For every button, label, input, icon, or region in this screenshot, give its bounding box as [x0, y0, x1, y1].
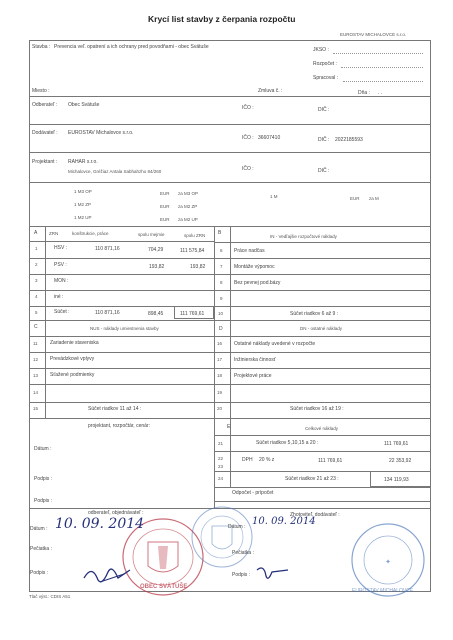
- objednavatel-signature-icon: [80, 560, 140, 588]
- row-13-number: 13: [33, 373, 39, 378]
- section-d-title: DN - ostatné náklady: [300, 326, 343, 331]
- unit-row-1-c: za M3 OP: [178, 191, 199, 196]
- section-a-col-2: konštrukcie, práce: [72, 231, 109, 236]
- unit-row-3-a: 1 M2 UP: [74, 215, 92, 220]
- zmluva-label: Zmluva č. :: [258, 88, 283, 94]
- unit-row-1-b: EUR: [160, 191, 170, 196]
- dodavatel-dic: 2022185593: [335, 137, 363, 143]
- projekt-block-title: projektant, rozpočtár, cenár:: [88, 423, 150, 429]
- section-b-letter: B: [218, 230, 222, 236]
- row-18-label: Projektové práce: [234, 373, 272, 379]
- dodavatel-label: Dodávateľ :: [32, 130, 58, 136]
- row-11-number: 11: [33, 341, 38, 346]
- row-22-value: 22 353,92: [389, 458, 412, 464]
- row-20-label: Súčet riadkov 16 až 19 :: [290, 406, 344, 412]
- projekt-podpis2-label: Podpis :: [34, 498, 53, 504]
- row-2-value-2: 193,82: [149, 264, 165, 270]
- odberatel-label: Odberateľ :: [32, 102, 58, 108]
- row-5-value-1: 110 871,16: [95, 310, 120, 316]
- projektant-label: Projektant :: [32, 159, 58, 165]
- row-22-base: 111 769,61: [318, 458, 343, 464]
- projekt-podpis-label: Podpis :: [34, 476, 53, 482]
- coat-of-arms-stamp-icon: [186, 504, 258, 570]
- row-4-label: iné :: [54, 294, 64, 300]
- row-15-number: 15: [33, 406, 39, 411]
- row-1-label: HSV :: [54, 245, 68, 251]
- row-21-number: 21: [218, 441, 224, 446]
- row-15-label: Súčet riadkov 11 až 14 :: [88, 406, 142, 412]
- dna-value: . .: [378, 90, 383, 96]
- row-22-label: DPH: [242, 457, 253, 463]
- row-17-number: 17: [217, 357, 223, 362]
- jkso-label: JKSO :: [313, 47, 329, 53]
- datum-right-handwritten: 10. 09. 2014: [252, 516, 316, 527]
- row-24-label: Súčet riadkov 21 až 23 :: [285, 476, 339, 482]
- obec-stamp-text: OBEC SVÄTUŠE: [140, 584, 188, 590]
- unit-row-2-b: EUR: [160, 204, 170, 209]
- section-a-col-1: ZRN: [49, 231, 59, 236]
- row-1-value-2: 704,29: [148, 247, 164, 253]
- projektant-address: Michalovce, Gréžiaz Antala Sabhahzho 84/260: [68, 169, 162, 174]
- objednavatel-title: odberateľ, objednávateľ :: [88, 510, 144, 516]
- unit-row-2-c: za M2 ZP: [178, 204, 198, 209]
- row-24-number: 24: [218, 476, 224, 481]
- unit-tm: 1 M: [270, 194, 278, 199]
- datum-left-handwritten: 10. 09. 2014: [55, 516, 145, 532]
- row-5-label: Súčet :: [54, 309, 70, 315]
- section-e-letter: E: [227, 424, 231, 430]
- row-7-number: 7: [220, 264, 223, 269]
- unit-row-2-a: 1 M2 ZP: [74, 202, 92, 207]
- company-name: EUROSTAV MICHALOVCE s.r.o.: [340, 32, 407, 37]
- unit-row-3-c: za M2 UP: [178, 217, 198, 222]
- row-2-value-3: 193,82: [190, 264, 206, 270]
- zhotovitel-title: Zhotoviteľ, dodávateľ :: [290, 512, 340, 518]
- section-a-letter: A: [34, 230, 38, 236]
- row-11-label: Zariadenie staveniska: [50, 340, 99, 346]
- row-3-label: MON :: [54, 278, 69, 284]
- dodavatel-ico: 36607410: [258, 135, 281, 141]
- jkso-line: [333, 53, 423, 54]
- row-16-label: Ostatné náklady uvedené v rozpočte: [234, 341, 316, 347]
- projektant-dic-label: DIČ :: [318, 168, 330, 174]
- odpocet-label: Odpočet - prípočet: [232, 490, 274, 496]
- row-23-number: 23: [218, 464, 224, 469]
- row-18-number: 18: [217, 373, 223, 378]
- row-8-label: Bez pevnej pod.bázy: [234, 280, 281, 286]
- rozpocet-line: [341, 67, 423, 68]
- section-a-col-4: spolu ZRN: [184, 233, 206, 238]
- row-8-number: 8: [220, 280, 223, 285]
- unit-row-3-b: EUR: [160, 217, 170, 222]
- row-10-label: Súčet riadkov 6 až 9 :: [290, 311, 339, 317]
- row-21-value: 111 769,61: [384, 441, 409, 447]
- row-10-number: 10: [218, 311, 224, 316]
- podpis-right-label: Podpis :: [232, 572, 251, 578]
- section-a-col-3: spolu mejmie: [138, 232, 165, 237]
- footer-text: Tlač výst.: CDIS A51: [29, 594, 71, 599]
- datum-right-label: Dátum :: [228, 524, 246, 530]
- miesto-label: Miesto :: [32, 88, 50, 94]
- spracoval-label: Spracoval :: [313, 75, 339, 81]
- dodavatel-value: EUROSTAV Michalovce s.r.o.: [68, 130, 134, 136]
- unit-zam: za M: [369, 196, 379, 201]
- odberatel-value: Obec Svätuše: [68, 102, 100, 108]
- projektant-ico-label: IČO :: [242, 166, 254, 172]
- projekt-datum-label: Dátum :: [34, 446, 52, 452]
- peciatka-right-label: Pečiatka :: [232, 550, 254, 556]
- unit-eur: EUR: [350, 196, 360, 201]
- stavba-value: Prevencia veľ. opatrení a ich ochrany pred povodňami - obec Svätuše: [54, 44, 209, 50]
- row-16-number: 16: [217, 341, 223, 346]
- peciatka-left-label: Pečiatka :: [30, 546, 52, 552]
- row-19-number: 19: [217, 390, 223, 395]
- row-1-number: 1: [35, 246, 38, 251]
- section-c-title: NUS - náklady umiestnenia stavby: [90, 326, 159, 331]
- row-5-number: 5: [35, 310, 38, 315]
- section-e-title: Celkové náklady: [305, 426, 339, 431]
- row-5-value-3: 111 769,61: [180, 311, 205, 317]
- row-12-number: 12: [33, 357, 39, 362]
- row-12-label: Prevádzkové vplyvy: [50, 356, 95, 362]
- row-6-number: 6: [220, 248, 223, 253]
- rozpocet-label: Rozpočet :: [313, 61, 337, 67]
- row-6-label: Práce nadčas: [234, 248, 265, 254]
- row-9-number: 9: [220, 296, 223, 301]
- eurostav-stamp-text: EUROSTAV MICHALOVCE: [352, 588, 414, 594]
- section-d-letter: D: [219, 326, 223, 332]
- row-5-value-2: 898,45: [148, 311, 164, 317]
- stavba-label: Stavba :: [32, 44, 51, 50]
- spracoval-line: [343, 81, 423, 82]
- row-2-label: PSV :: [54, 262, 67, 268]
- row-7-label: Montáže výpomoc: [234, 264, 275, 270]
- projektant-value: RAHAR s.r.o.: [68, 159, 98, 165]
- row-13-label: Sťažené podmienky: [50, 372, 95, 378]
- zhotovitel-signature-icon: [254, 562, 294, 584]
- odberatel-dic-label: DIČ :: [318, 107, 330, 113]
- section-b-title: IN - Vedľajšie rozpočtové náklady: [270, 234, 337, 239]
- row-24-value: 134 119,93: [384, 477, 409, 483]
- row-1-value-3: 111 575,84: [180, 248, 205, 254]
- row-4-number: 4: [35, 294, 38, 299]
- dodavatel-dic-label: DIČ :: [318, 137, 330, 143]
- row-2-number: 2: [35, 262, 38, 267]
- unit-row-1-a: 1 M3 OP: [74, 189, 92, 194]
- section-c-letter: C: [34, 324, 38, 330]
- row-14-number: 14: [33, 390, 39, 395]
- row-22-percent: 20 % z: [259, 457, 275, 463]
- row-3-number: 3: [35, 278, 38, 283]
- svg-text:✦: ✦: [385, 559, 391, 566]
- row-17-label: Inžinierska činnosť: [234, 357, 276, 363]
- dna-label: Dňa :: [358, 90, 370, 96]
- row-22-number: 22: [218, 456, 224, 461]
- row-21-label: Súčet riadkov 5,10,15 a 20 :: [256, 440, 319, 446]
- podpis-left-label: Podpis :: [30, 570, 49, 576]
- document-title: Krycí list stavby z čerpania rozpočtu: [148, 14, 296, 24]
- datum-left-label: Dátum :: [30, 526, 48, 532]
- row-20-number: 20: [217, 406, 223, 411]
- row-1-value-1: 110 871,16: [95, 246, 120, 252]
- dodavatel-ico-label: IČO :: [242, 135, 254, 141]
- odberatel-ico-label: IČO :: [242, 105, 254, 111]
